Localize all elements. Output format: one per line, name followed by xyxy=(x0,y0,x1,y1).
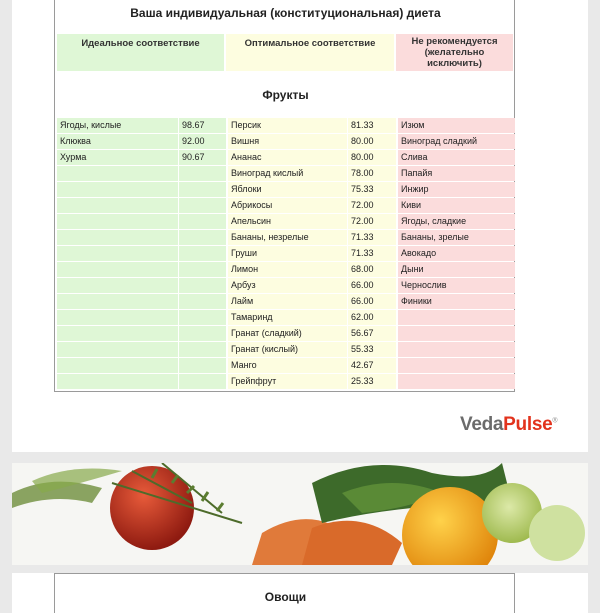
not-recommended-food xyxy=(398,326,515,341)
table-row xyxy=(57,262,513,278)
ideal-score xyxy=(179,182,226,197)
optimal-food: Арбуз xyxy=(228,278,347,293)
ideal-score: 92.00 xyxy=(179,134,226,149)
not-recommended-food: Ягоды, сладкие xyxy=(398,214,515,229)
ideal-score: 98.67 xyxy=(179,118,226,133)
vegetables-photo xyxy=(12,463,588,565)
optimal-score: 56.67 xyxy=(348,326,396,341)
optimal-score: 71.33 xyxy=(348,246,396,261)
not-recommended-food xyxy=(398,342,515,357)
ideal-score xyxy=(179,278,226,293)
table-row xyxy=(57,230,513,246)
ideal-score xyxy=(179,294,226,309)
optimal-score: 72.00 xyxy=(348,198,396,213)
not-recommended-food xyxy=(398,358,515,373)
optimal-food: Апельсин xyxy=(228,214,347,229)
not-recommended-food: Инжир xyxy=(398,182,515,197)
not-recommended-food xyxy=(398,310,515,325)
optimal-score: 62.00 xyxy=(348,310,396,325)
table-row xyxy=(57,198,513,214)
optimal-score: 25.33 xyxy=(348,374,396,389)
table-row xyxy=(57,214,513,230)
ideal-food xyxy=(57,182,178,197)
optimal-food: Виноград кислый xyxy=(228,166,347,181)
ideal-score xyxy=(179,358,226,373)
optimal-food: Манго xyxy=(228,358,347,373)
optimal-score: 80.00 xyxy=(348,134,396,149)
ideal-food xyxy=(57,342,178,357)
optimal-score: 75.33 xyxy=(348,182,396,197)
optimal-food: Тамаринд xyxy=(228,310,347,325)
ideal-score xyxy=(179,246,226,261)
ideal-food: Ягоды, кислые xyxy=(57,118,178,133)
table-row xyxy=(57,294,513,310)
ideal-food xyxy=(57,230,178,245)
optimal-food: Яблоки xyxy=(228,182,347,197)
diet-page xyxy=(12,0,588,452)
header-ideal: Идеальное соответствие xyxy=(57,34,224,71)
vegetables-illustration xyxy=(12,463,588,565)
optimal-score: 66.00 xyxy=(348,294,396,309)
section-title-fruits: Фрукты xyxy=(262,88,309,102)
vegetables-page xyxy=(12,573,588,613)
ideal-food xyxy=(57,358,178,373)
optimal-food: Гранат (кислый) xyxy=(228,342,347,357)
ideal-food: Хурма xyxy=(57,150,178,165)
not-recommended-food: Изюм xyxy=(398,118,515,133)
optimal-food: Абрикосы xyxy=(228,198,347,213)
table-row xyxy=(57,150,513,166)
optimal-food: Лайм xyxy=(228,294,347,309)
ideal-food xyxy=(57,214,178,229)
diet-rows xyxy=(57,118,513,390)
ideal-food: Клюква xyxy=(57,134,178,149)
not-recommended-food: Чернослив xyxy=(398,278,515,293)
ideal-score xyxy=(179,326,226,341)
not-recommended-food: Киви xyxy=(398,198,515,213)
ideal-food xyxy=(57,374,178,389)
ideal-score xyxy=(179,262,226,277)
ideal-score xyxy=(179,374,226,389)
header-optimal: Оптимальное соответствие xyxy=(226,34,394,71)
ideal-score xyxy=(179,310,226,325)
not-recommended-food: Слива xyxy=(398,150,515,165)
optimal-score: 66.00 xyxy=(348,278,396,293)
optimal-score: 42.67 xyxy=(348,358,396,373)
table-row xyxy=(57,246,513,262)
optimal-score: 68.00 xyxy=(348,262,396,277)
not-recommended-food: Папайя xyxy=(398,166,515,181)
ideal-food xyxy=(57,198,178,213)
table-row xyxy=(57,326,513,342)
optimal-score: 80.00 xyxy=(348,150,396,165)
optimal-food: Вишня xyxy=(228,134,347,149)
ideal-score: 90.67 xyxy=(179,150,226,165)
ideal-score xyxy=(179,166,226,181)
table-row xyxy=(57,134,513,150)
optimal-food: Персик xyxy=(228,118,347,133)
not-recommended-food xyxy=(398,374,515,389)
optimal-food: Ананас xyxy=(228,150,347,165)
diet-table xyxy=(54,0,515,392)
not-recommended-food: Дыни xyxy=(398,262,515,277)
ideal-food xyxy=(57,278,178,293)
table-row xyxy=(57,118,513,134)
optimal-score: 78.00 xyxy=(348,166,396,181)
ideal-food xyxy=(57,166,178,181)
table-row xyxy=(57,166,513,182)
optimal-score: 71.33 xyxy=(348,230,396,245)
ideal-food xyxy=(57,294,178,309)
optimal-food: Груши xyxy=(228,246,347,261)
ideal-food xyxy=(57,310,178,325)
section-title-vegetables: Овощи xyxy=(264,590,307,604)
table-row xyxy=(57,278,513,294)
ideal-score xyxy=(179,198,226,213)
optimal-food: Лимон xyxy=(228,262,347,277)
ideal-food xyxy=(57,326,178,341)
vegetables-table xyxy=(54,573,515,613)
not-recommended-food: Финики xyxy=(398,294,515,309)
optimal-score: 72.00 xyxy=(348,214,396,229)
optimal-food: Бананы, незрелые xyxy=(228,230,347,245)
ideal-score xyxy=(179,342,226,357)
not-recommended-food: Авокадо xyxy=(398,246,515,261)
ideal-score xyxy=(179,214,226,229)
ideal-food xyxy=(57,262,178,277)
optimal-food: Грейпфрут xyxy=(228,374,347,389)
header-not-recommended: Не рекомендуется (желательно исключить) xyxy=(396,34,513,71)
optimal-score: 81.33 xyxy=(348,118,396,133)
table-row xyxy=(57,374,513,390)
ideal-food xyxy=(57,246,178,261)
optimal-score: 55.33 xyxy=(348,342,396,357)
not-recommended-food: Виноград сладкий xyxy=(398,134,515,149)
not-recommended-food: Бананы, зрелые xyxy=(398,230,515,245)
table-row xyxy=(57,182,513,198)
table-row xyxy=(57,358,513,374)
vedapulse-logo: VedaPulse® xyxy=(460,414,558,435)
diet-title: Ваша индивидуальная (конституциональная) диета xyxy=(130,6,441,20)
optimal-food: Гранат (сладкий) xyxy=(228,326,347,341)
ideal-score xyxy=(179,230,226,245)
table-row xyxy=(57,310,513,326)
table-row xyxy=(57,342,513,358)
